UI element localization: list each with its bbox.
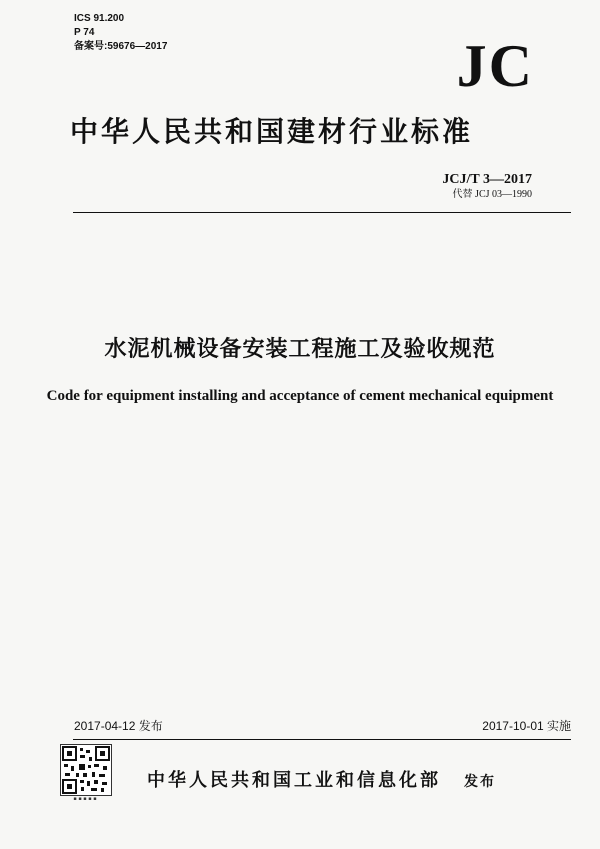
issue-date: 2017-04-12 发布 — [74, 719, 163, 733]
document-title-english: Code for equipment installing and acceptance of cement mechanical equipment — [46, 388, 554, 404]
filing-number: 备案号:59676—2017 — [74, 41, 168, 52]
publisher-name: 中华人民共和国工业和信息化部 — [147, 770, 441, 791]
standard-number-block — [442, 172, 532, 202]
top-divider — [73, 212, 571, 213]
replaces-standard: 代替 JCJ 03—1990 — [452, 189, 532, 200]
implementation-date: 2017-10-01 实施 — [482, 719, 571, 733]
qr-caption: ▪ ▪ ▪ ▪ ▪ — [73, 796, 97, 802]
document-title-chinese: 水泥机械设备安装工程施工及验收规范 — [104, 336, 496, 362]
ics-code: ICS 91.200 — [74, 13, 125, 24]
standard-code: JCJ/T 3—2017 — [442, 172, 532, 187]
qr-code-icon — [60, 744, 112, 796]
jc-logo: JC — [456, 33, 534, 99]
organization-title: 中华人民共和国建材行业标准 — [70, 115, 474, 148]
bottom-divider — [73, 739, 571, 740]
classification-code: P 74 — [74, 27, 95, 38]
classification-block — [74, 12, 167, 54]
publisher-action: 发布 — [464, 774, 496, 790]
qr-code-stamp — [54, 744, 116, 818]
